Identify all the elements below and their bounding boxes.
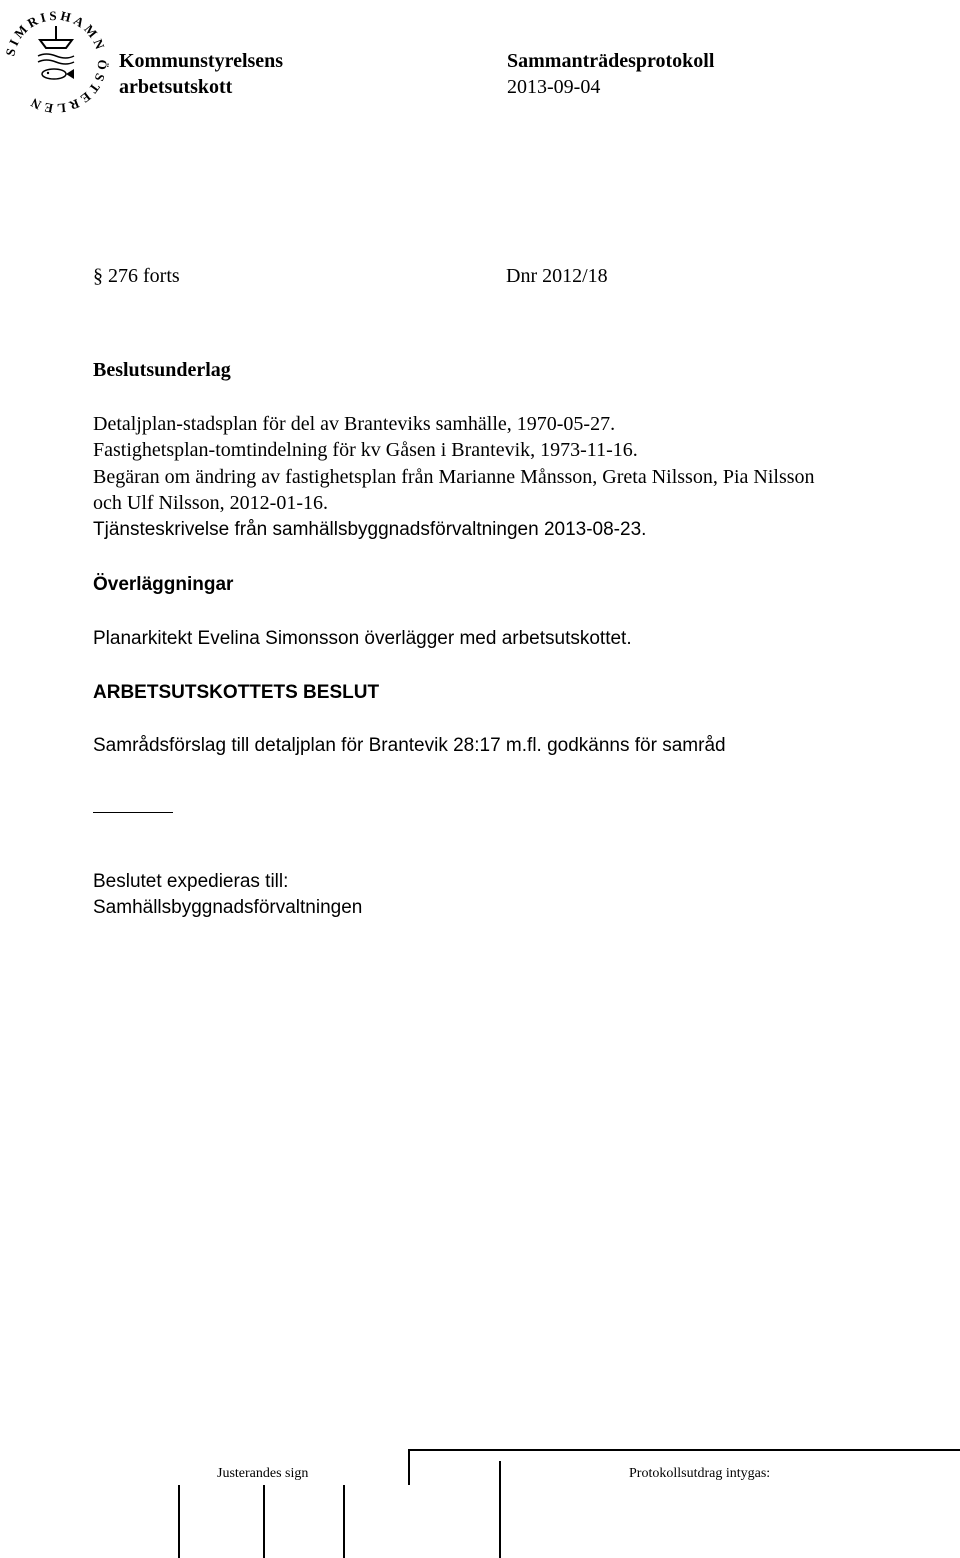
org-line2: arbetsutskott — [119, 76, 233, 98]
section-sign-icon: § — [93, 265, 103, 287]
signature-box-line — [263, 1485, 265, 1558]
beslutsunderlag-heading: Beslutsunderlag — [93, 359, 231, 381]
diary-number: Dnr 2012/18 — [506, 265, 608, 287]
protokollsutdrag-label: Protokollsutdrag intygas: — [629, 1466, 771, 1481]
overlaggningar-text: Planarkitekt Evelina Simonsson överlägger med arbetsutskottet. — [93, 628, 632, 649]
section-number-text: 276 forts — [108, 265, 180, 287]
footer-divider — [499, 1461, 501, 1558]
expedieras-recipient: Samhällsbyggnadsförvaltningen — [93, 897, 363, 918]
footer-top-rule — [408, 1449, 960, 1451]
doc-type: Sammanträdesprotokoll — [507, 50, 715, 72]
signature-box-line — [178, 1485, 180, 1558]
signature-box-line — [343, 1485, 345, 1558]
ship-emblem-icon — [38, 26, 74, 79]
org-name — [119, 48, 283, 100]
org-line1: Kommunstyrelsens — [119, 50, 284, 72]
expedieras-label: Beslutet expedieras till: — [93, 871, 289, 892]
doc-meta — [507, 48, 714, 100]
justerandes-sign-label: Justerandes sign — [217, 1466, 309, 1481]
beslut-heading: ARBETSUTSKOTTETS BESLUT — [93, 682, 380, 703]
section-number — [93, 263, 180, 289]
underlag-line: Fastighetsplan-tomtindelning för kv Gåsen i Brantevik, 1973-11-16. — [93, 439, 638, 461]
meeting-date: 2013-09-04 — [507, 76, 601, 98]
beslut-text: Samrådsförslag till detaljplan för Brantevik 28:17 m.fl. godkänns för samråd — [93, 735, 726, 756]
simrishamn-logo — [0, 0, 112, 122]
overlaggningar-heading: Överläggningar — [93, 574, 234, 595]
underlag-line: Begäran om ändring av fastighetsplan från Marianne Månsson, Greta Nilsson, Pia Nilsson — [93, 466, 815, 488]
footer-divider — [408, 1449, 410, 1485]
underlag-line: Tjänsteskrivelse från samhällsbyggnadsförvaltningen 2013-08-23. — [93, 519, 647, 540]
logo-ring-text: SIMRISHAMN ÖSTERLEN — [2, 7, 111, 117]
underlag-line: Detaljplan-stadsplan för del av Branteviks samhälle, 1970-05-27. — [93, 413, 616, 435]
separator-rule — [93, 812, 173, 813]
underlag-line: och Ulf Nilsson, 2012-01-16. — [93, 492, 328, 514]
